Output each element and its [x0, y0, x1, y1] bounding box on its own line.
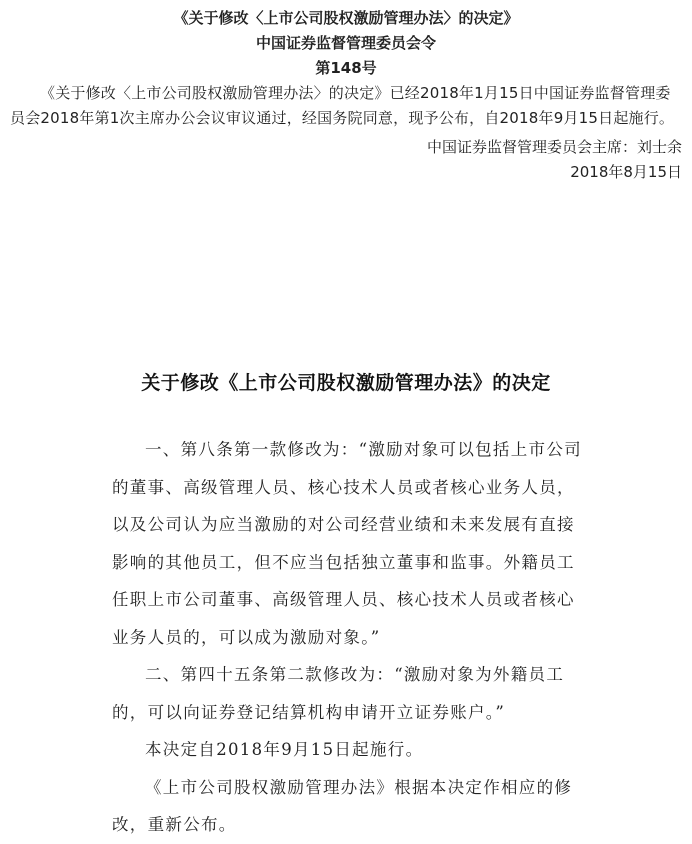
issue-date: 2018年8月15日 — [570, 163, 682, 181]
signature-line: 中国证券监督管理委员会主席：刘士余 — [426, 138, 682, 156]
republication-paragraph: 《上市公司股权激励管理办法》根据本决定作相应的修改，重新公布。 — [112, 777, 573, 834]
decision-body — [112, 431, 588, 844]
order-number: 第148号 — [315, 59, 377, 77]
article-8-amendment: 一、第八条第一款修改为：“激励对象可以包括上市公司的董事、高级管理人员、核心技术人员或者核心业务人员，以及公司认为应当激励的对公司经营业绩和未来发展有直接影响的其他员工，但不应当包括独立董事和监事。外籍员工任职上市公司董事、高级管理人员、核心技术人员或者核心业务人员的，可以成为激励对象。” — [112, 440, 582, 647]
decision-document-image — [0, 234, 692, 834]
announcement-header — [0, 6, 692, 185]
effective-date-paragraph: 本决定自2018年9月15日起施行。 — [145, 740, 424, 759]
issuer-line: 中国证券监督管理委员会令 — [255, 34, 436, 52]
decision-title: 关于修改《上市公司股权激励管理办法》的决定 — [141, 372, 551, 394]
article-45-amendment: 二、第四十五条第二款修改为：“激励对象为外籍员工的，可以向证券登记结算机构申请开立证券账户。” — [112, 665, 565, 722]
announcement-title: 《关于修改〈上市公司股权激励管理办法〉的决定》 — [173, 9, 519, 27]
intro-paragraph: 《关于修改〈上市公司股权激励管理办法〉的决定》已经2018年1月15日中国证券监督管理委员会2018年第1次主席办公会议审议通过，经国务院同意，现予公布，自2018年9月15日起施行。 — [10, 84, 675, 127]
